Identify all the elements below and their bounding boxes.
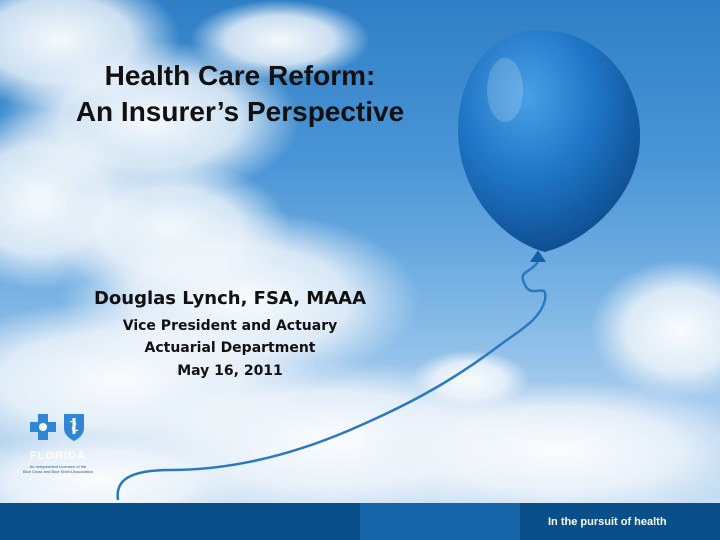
footer-tagline: In the pursuit of health bbox=[548, 516, 667, 528]
department: Actuarial Department bbox=[144, 340, 316, 357]
footer-bar bbox=[0, 503, 720, 540]
logo-fine-print bbox=[18, 464, 98, 474]
title-line-2: An Insurer’s Perspective bbox=[75, 96, 405, 128]
blue-cross-icon bbox=[30, 414, 56, 440]
presenter-name: Douglas Lynch, FSA, MAAA bbox=[93, 288, 367, 309]
logo-fine-print-line-2: Blue Cross and Blue Shield Association bbox=[22, 469, 94, 474]
slide-title bbox=[20, 58, 460, 131]
blue-shield-icon bbox=[62, 412, 86, 442]
title-line-1: Health Care Reform: bbox=[104, 60, 376, 91]
logo-state-text: FLORIDA bbox=[30, 450, 86, 462]
footer-segment-left bbox=[0, 503, 360, 540]
logo-marks bbox=[18, 412, 98, 448]
presenter-role: Vice President and Actuary bbox=[122, 318, 338, 334]
logo-fine-print-line-1: An Independent Licensee of the bbox=[29, 464, 87, 469]
presenter-block bbox=[40, 288, 420, 382]
presentation-date: May 16, 2011 bbox=[177, 362, 283, 379]
company-logo bbox=[18, 412, 98, 478]
footer-segment-middle bbox=[360, 503, 520, 540]
